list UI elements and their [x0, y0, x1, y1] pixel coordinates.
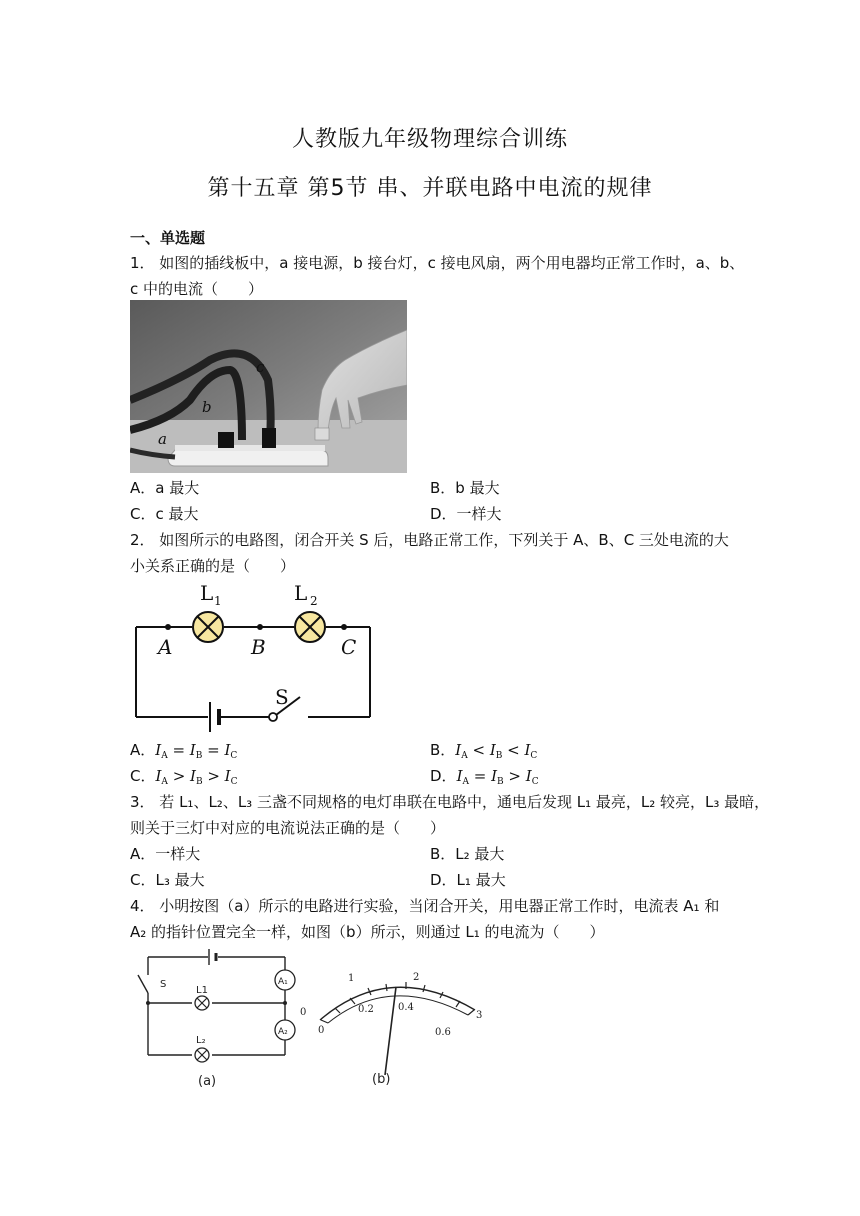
q2-stem-line1: 2． 如图所示的电路图，闭合开关 S 后，电路正常工作，下列关于 A、B、C 三处电流的大 — [130, 531, 729, 549]
label-b: b — [202, 398, 212, 416]
tick-bottom-3: 0.6 — [435, 1027, 451, 1038]
tick-top-0: 0 — [300, 1007, 307, 1018]
q3-option-a[interactable]: A．一样大 — [130, 845, 201, 863]
series-circuit-diagram — [130, 576, 380, 732]
label-s: S — [160, 979, 167, 990]
label-switch-s: S — [275, 685, 289, 709]
tick-top-1: 1 — [348, 973, 355, 984]
meter-needle — [385, 987, 396, 1075]
q2-option-a[interactable]: A．$I_A = I_B = I_C$ — [130, 741, 238, 761]
section-heading: 一、单选题 — [130, 229, 206, 247]
label-a1: A₁ — [278, 977, 288, 987]
q1-stem-line2: c 中的电流（ ） — [130, 280, 264, 298]
label-a2: A₂ — [278, 1027, 288, 1037]
power-strip-photo — [130, 300, 407, 473]
lamp-l1-icon — [195, 996, 209, 1010]
q2-stem-line2: 小关系正确的是（ ） — [130, 557, 296, 575]
tick-bottom-1: 0.2 — [358, 1004, 374, 1015]
q3-stem-line2: 则关于三灯中对应的电流说法正确的是（ ） — [130, 819, 446, 837]
caption-b: (b) — [372, 1072, 391, 1087]
tick-top-2: 2 — [413, 972, 420, 983]
q1-option-b[interactable]: B．b 最大 — [430, 479, 500, 497]
lamp-l1-icon — [193, 612, 223, 642]
q2-option-c[interactable]: C．$I_A > I_B > I_C$ — [130, 767, 238, 787]
q3-option-d[interactable]: D．L₁ 最大 — [430, 871, 506, 889]
ammeter-dial-diagram-b — [300, 965, 490, 1090]
q2-option-b[interactable]: B．$I_A < I_B < I_C$ — [430, 741, 538, 761]
q2-option-d[interactable]: D．$I_A = I_B > I_C$ — [430, 767, 539, 787]
q3-option-c[interactable]: C．L₃ 最大 — [130, 871, 205, 889]
label-c: c — [256, 358, 265, 376]
label-a: a — [158, 430, 167, 448]
q1-option-d[interactable]: D．一样大 — [430, 505, 502, 523]
caption-a: (a) — [198, 1074, 217, 1089]
label-l1: L1 — [196, 985, 208, 996]
lamp-l2-icon — [295, 612, 325, 642]
doc-title: 人教版九年级物理综合训练 — [291, 127, 568, 152]
q1-option-a[interactable]: A．a 最大 — [130, 479, 200, 497]
label-l1: L — [200, 581, 214, 605]
label-l2: L₂ — [196, 1035, 206, 1046]
label-point-c: C — [341, 635, 357, 659]
doc-subtitle: 第十五章 第5节 串、并联电路中电流的规律 — [207, 176, 653, 201]
q4-stem-line1: 4． 小明按图（a）所示的电路进行实验，当闭合开关，用电器正常工作时，电流表 A₁ 和 — [130, 897, 720, 915]
parallel-circuit-diagram-a — [130, 945, 310, 1090]
label-l1-sub: 1 — [214, 594, 222, 608]
tick-top-3: 3 — [476, 1010, 483, 1021]
lamp-l2-icon — [195, 1048, 209, 1062]
q1-option-c[interactable]: C．c 最大 — [130, 505, 199, 523]
label-l2-sub: 2 — [310, 594, 318, 608]
label-point-a: A — [158, 635, 173, 659]
label-point-b: B — [251, 635, 266, 659]
label-l2: L — [294, 581, 308, 605]
q4-stem-line2: A₂ 的指针位置完全一样，如图（b）所示，则通过 L₁ 的电流为（ ） — [130, 923, 605, 941]
q3-stem-line1: 3． 若 L₁、L₂、L₃ 三盏不同规格的电灯串联在电路中，通电后发现 L₁ 最亮，L₂ 较亮，L₃ 最暗， — [130, 793, 770, 811]
tick-bottom-0: 0 — [318, 1025, 325, 1036]
tick-bottom-2: 0.4 — [398, 1002, 414, 1013]
q3-option-b[interactable]: B．L₂ 最大 — [430, 845, 505, 863]
q1-stem-line1: 1． 如图的插线板中，a 接电源，b 接台灯，c 接电风扇，两个用电器均正常工作时，a、b、 — [130, 254, 745, 272]
